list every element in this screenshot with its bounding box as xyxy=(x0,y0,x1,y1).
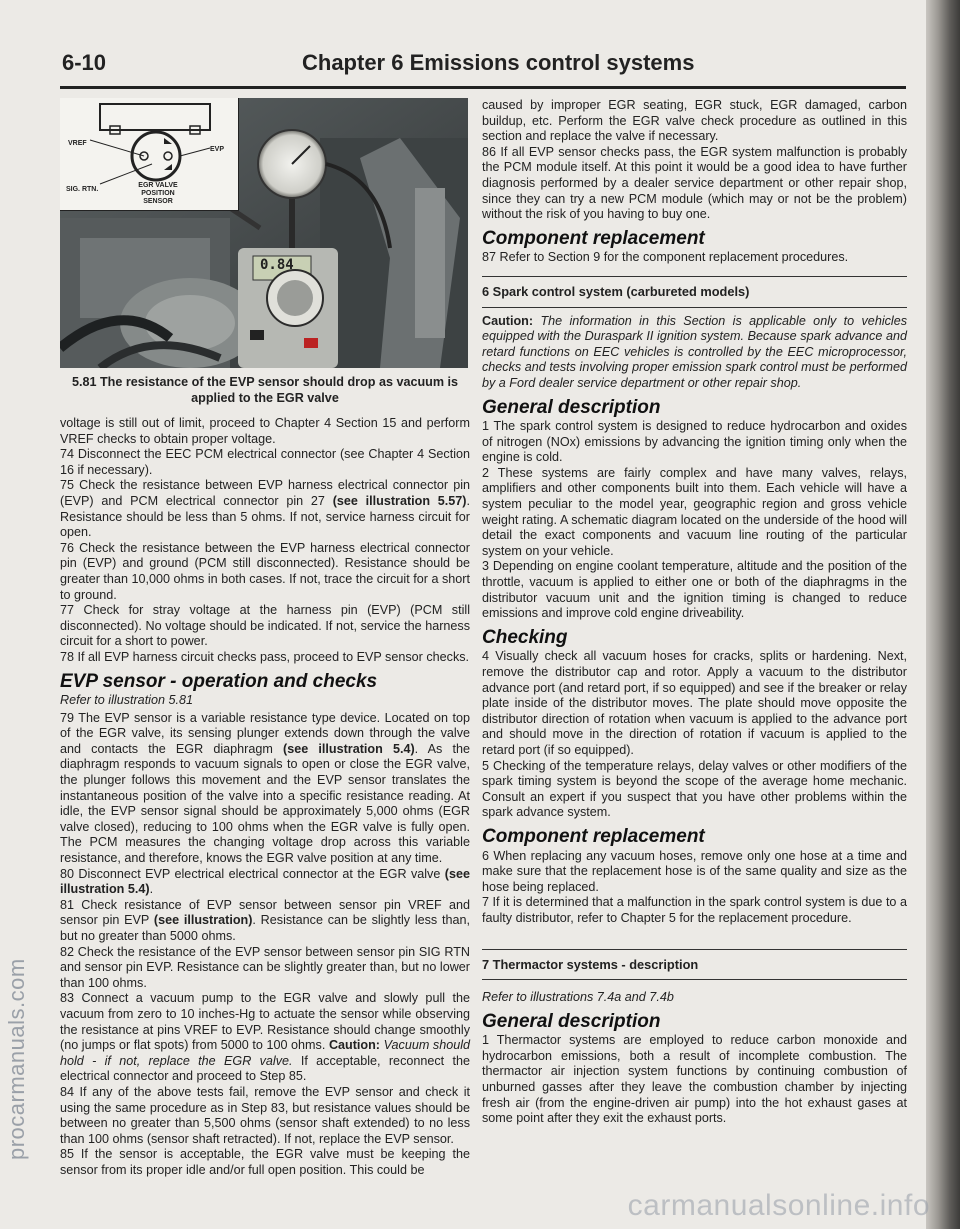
page-number: 6-10 xyxy=(62,50,107,75)
illustration-reference-7: Refer to illustrations 7.4a and 7.4b xyxy=(482,990,674,1005)
heading-evp-sensor: EVP sensor - operation and checks xyxy=(60,670,378,692)
figure-caption: 5.81 The resistance of the EVP sensor should drop as vacuum is applied to the EGR valve xyxy=(71,375,459,405)
label-sensor: EGR VALVE POSITION SENSOR xyxy=(138,182,178,205)
heading-checking: Checking xyxy=(482,626,568,648)
paragraph-c5: 5 Checking of the temperature relays, delay valves or other modifiers of the spark timing system is beyond the scope of the average home mechanic. Consult an expert if you suspect that you have other problems within the spark advance system. xyxy=(482,758,907,820)
paragraph-86: 86 If all EVP sensor checks pass, the EGR system malfunction is probably the PCM module itself. At this point it would be a good idea to have further diagnosis performed by a dealer service department or other repair shop, since they can try a new PCM module (which may or not be the problem) without the risk of you having to buy one. xyxy=(482,144,907,222)
section-heading-7: 7 Thermactor systems - description xyxy=(482,949,907,981)
label-sig-rtn: SIG. RTN. xyxy=(66,186,99,193)
heading-general-description-2: General description xyxy=(482,1010,661,1032)
paragraph: caused by improper EGR seating, EGR stuck, EGR damaged, carbon buildup, etc. Perform the EGR valve check procedure as outlined in this section and replace the valve if necessary. xyxy=(482,98,907,144)
paragraph-g1: 1 The spark control system is designed to reduce hydrocarbon and oxides of nitrogen (NOx) emissions by advancing the ignition timing only when the engine is cold. xyxy=(482,419,907,465)
section-heading-6: 6 Spark control system (carbureted models) xyxy=(482,276,907,308)
paragraph-75: 75 Check the resistance between EVP harness electrical connector pin (EVP) and PCM electrical connector pin 27 (see illustration 5.57). Resistance should be less than 5 ohms. If not, service harness circuit for open. xyxy=(60,478,470,540)
chapter-title: Chapter 6 Emissions control systems xyxy=(302,50,695,75)
illustration-reference: Refer to illustration 5.81 xyxy=(60,693,194,708)
left-column xyxy=(60,98,470,1179)
page-header xyxy=(60,50,906,89)
paragraph-g2: 2 These systems are fairly complex and have many valves, relays, amplifiers and other components built into them. Each vehicle will have a system peculiar to the model year, geographic region and gross vehicle weight rating. A schematic diagram located on the underside of the hood will detail the exact components and vacuum line routing of the particular system on your vehicle. xyxy=(482,465,907,558)
label-vref: VREF xyxy=(68,140,87,147)
paragraph-r6: 6 When replacing any vacuum hoses, remove only one hose at a time and make sure that the replacement hose is of the same quality and size as the hose being replaced. xyxy=(482,848,907,894)
paragraph-g3: 3 Depending on engine coolant temperature, altitude and the position of the throttle, vacuum is applied to either one or both of the diaphragms in the distributor vacuum unit and the ignition timing is changed to reduce emissions and improve cold engine driveability. xyxy=(482,559,907,621)
paragraph-76: 76 Check the resistance between the EVP harness electrical connector pin (EVP) and ground (PCM still disconnected). Resistance should be greater than 10,000 ohms in both cases. If not, trace the circuit for a short to ground. xyxy=(60,540,470,602)
heading-component-replacement: Component replacement xyxy=(482,227,705,249)
paragraph-83: 83 Connect a vacuum pump to the EGR valve and slowly pull the vacuum from zero to 10 inches-Hg to actuate the sensor while observing the resistance at pins VREF to EVP. Resistance should change smoothly (no jumps or flat spots) from 5000 to 100 ohms. Caution: Vacuum should hold - if not, replace the EGR valve. If acceptable, reconnect the electrical connector and proceed to Step 85. xyxy=(60,991,471,1084)
right-column xyxy=(482,98,907,1127)
meter-reading: 0.84 xyxy=(260,257,294,273)
paragraph-79: 79 The EVP sensor is a variable resistance type device. Located on top of the EGR valve, its sensing plunger extends down through the valve and contacts the EGR diaphragm (see illustration 5.4). As the diaphragm responds to vacuum signals to open or close the EGR valve, the plunger follows this movement and the EVP sensor translates the instantaneous position of the valve into a specific resistance reading. At idle, the EVP sensor signal should be approximately 5,000 ohms (EGR valve closed), reducing to 100 ohms when the EGR valve is fully open. The PCM measures the changing voltage drop across this variable resistance, and therefore, knows the EGR valve position at any time. xyxy=(60,710,470,866)
bottom-watermark: carmanualsonline.info xyxy=(627,1189,930,1222)
paragraph-84: 84 If any of the above tests fail, remove the EVP sensor and check it using the same procedure as in Step 83, but resistance values should be between no greater than 5,500 ohms (sensor shaft extended) to no less than 100 ohms (sensor shaft retracted). If not, replace the EVP sensor. xyxy=(60,1084,470,1146)
heading-general-description: General description xyxy=(482,396,661,418)
paragraph-80: 80 Disconnect EVP electrical electrical connector at the EGR valve (see illustration 5.4). xyxy=(60,866,471,897)
label-evp: EVP xyxy=(210,146,225,153)
heading-component-replacement-2: Component replacement xyxy=(482,825,705,847)
paragraph-74: 74 Disconnect the EEC PCM electrical connector (see Chapter 4 Section 16 if necessary). xyxy=(60,447,470,477)
page-binding-edge xyxy=(926,0,960,1229)
paragraph-r7: 7 If it is determined that a malfunction in the spark control system is due to a faulty distributor, refer to Chapter 5 for the replacement procedure. xyxy=(482,895,907,925)
paragraph-t1: 1 Thermactor systems are employed to reduce carbon monoxide and hydrocarbon emissions, both a result of incomplete combustion. The thermactor air injection system functions by continuing combustion of unburned gasses after they leave the combustion chamber by injecting fresh air (from the engine-driven air pump) into the hot exhaust gases at some point after they exit the exhaust ports. xyxy=(482,1033,907,1126)
side-watermark: procarmanuals.com xyxy=(4,958,29,1160)
paragraph-c4: 4 Visually check all vacuum hoses for cracks, splits or hardening. Next, remove the distributor cap and rotor. Apply a vacuum to the distributor advance port (and retard port, if so equipped) and see if the breaker or relay plate inside of the distributor moves. The plate should move opposite the distributor direction of rotation when vacuum is applied to the advance port and should move in the direction of rotation if vacuum is applied to the retard port (if so equipped). xyxy=(482,649,907,757)
paragraph-78: 78 If all EVP harness circuit checks pass, proceed to EVP sensor checks. xyxy=(60,649,470,664)
paragraph-77: 77 Check for stray voltage at the harness pin (EVP) (PCM still disconnected). No voltage should be indicated. If not, service the harness circuit for a short to power. xyxy=(60,603,470,649)
paragraph: voltage is still out of limit, proceed to Chapter 4 Section 15 and perform VREF checks to obtain proper voltage. xyxy=(60,416,470,446)
figure-photo xyxy=(60,98,468,368)
paragraph-87: 87 Refer to Section 9 for the component replacement procedures. xyxy=(482,250,849,265)
paragraph-85: 85 If the sensor is acceptable, the EGR valve must be keeping the sensor from its proper idle and/or full open position. This could be xyxy=(60,1147,470,1177)
paragraph-82: 82 Check the resistance of the EVP sensor between sensor pin SIG RTN and sensor pin EVP. Resistance can be slightly greater than, but no lower than 100 ohms. xyxy=(60,944,470,990)
caution-note: Caution: The information in this Section is applicable only to vehicles equipped with the Duraspark II ignition system. Because spark advance and retard functions on EEC vehicles is controlled by the EEC microprocessor, checks and tests involving proper emission spark control must be performed by a Ford dealer service department or other repair shop. xyxy=(482,313,908,390)
paragraph-81: 81 Check resistance of EVP sensor between sensor pin VREF and sensor pin EVP (see illustration). Resistance can be slightly less than, but no greater than 5000 ohms. xyxy=(60,897,471,943)
connector-diagram-inset xyxy=(60,98,239,211)
